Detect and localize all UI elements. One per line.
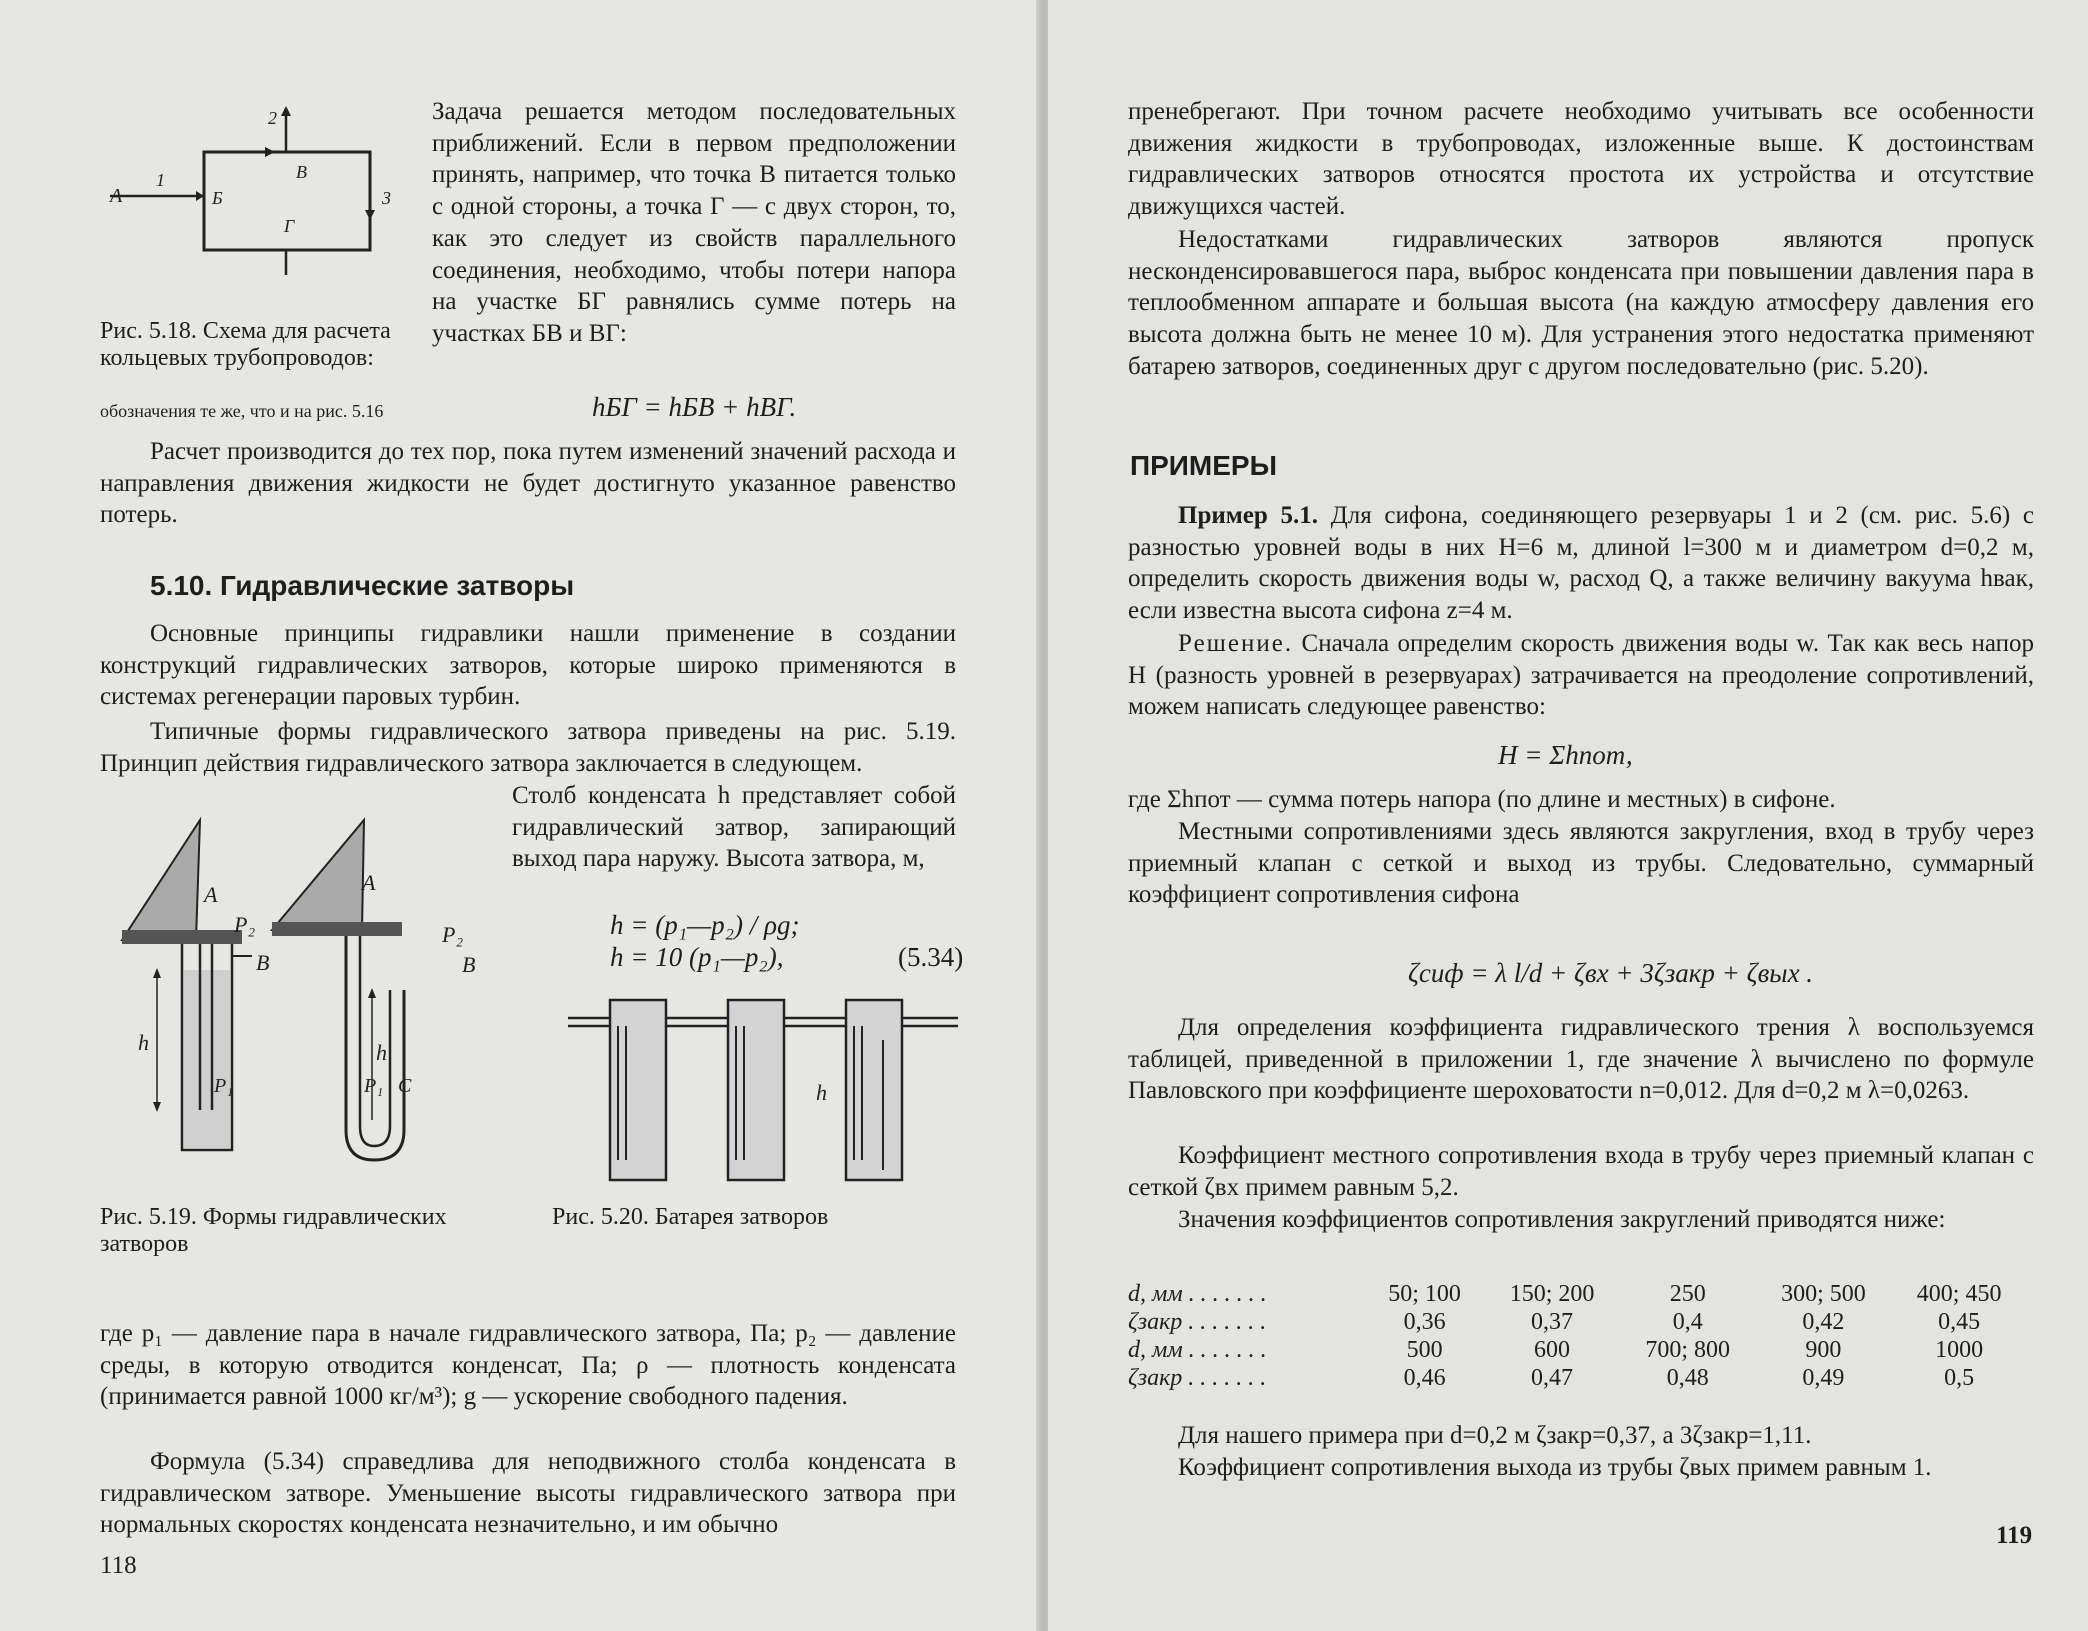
table-cell: 300; 500 <box>1781 1281 1866 1307</box>
example-text: Для сифона, соединяющего резервуары 1 и 2 (см. рис. 5.6) с разностью уровней воды в них H=6 м, длиной l=300 м и диаметром d=0,2 м, определить скорость движения воды w, расход Q, а также величину вакуума hвак, если известна высота сифона z=4 м. <box>1128 502 2034 625</box>
para-top: пренебрегают. При точном расчете необходимо учитывать все особенности движения жидкости в трубопроводах, изложенные выше. К достоинствам гидравлических затворов относятся простота их устройства и отсутствие движущихся частей. <box>1128 98 2034 221</box>
fig519-label-b: В <box>256 950 270 975</box>
para-sum: где Σhпот — сумма потерь напора (по длине и местных) в сифоне. <box>1128 786 1836 813</box>
table-row <box>1128 1280 2034 1308</box>
para-values: Значения коэффициентов сопротивления закруглений приводятся ниже: <box>1178 1206 1946 1233</box>
fig520-label-h: h <box>816 1080 827 1105</box>
para-inlet: Коэффициент местного сопротивления входа в трубу через приемный клапан с сеткой ζвх примем равным 5,2. <box>1128 1142 2034 1201</box>
right-page <box>1048 0 2088 1631</box>
table-cell: 0,45 <box>1938 1309 1981 1335</box>
fig518-label-1: 1 <box>156 170 165 190</box>
solution-label: Решение. <box>1178 630 1294 657</box>
table-cell: d, мм . . . . . . . <box>1128 1281 1267 1307</box>
fig518-label-2: 2 <box>268 108 277 128</box>
fig519-label-h: h <box>138 1030 149 1055</box>
formula-zeta: ζсиф = λ l/d + ζвх + 3ζзакр + ζвых . <box>1408 958 1814 988</box>
formula-h: H = Σhпот, <box>1498 740 1633 770</box>
table-cell: 0,36 <box>1403 1309 1446 1335</box>
figure-5-18 <box>100 100 420 280</box>
figure-5-20 <box>568 990 958 1190</box>
table-cell: 900 <box>1805 1337 1842 1363</box>
fig519-label-h2: h <box>376 1040 387 1065</box>
table-cell: d, мм . . . . . . . <box>1128 1337 1267 1363</box>
left-page <box>0 0 1040 1631</box>
eq-534-a: h = (p₁—p₂) / ρg; <box>610 910 800 940</box>
coefficient-table <box>1128 1280 2034 1392</box>
table-cell: 0,37 <box>1531 1309 1574 1335</box>
solution <box>1128 628 2034 723</box>
fig518-label-a: А <box>110 185 123 207</box>
fig519-label-p1: P₁ <box>214 1075 234 1097</box>
para-drawbacks: Недостатками гидравлических затворов являются пропуск несконденсировавшегося пара, выброс конденсата при повышении давления пара в теплообменном аппарате и большая высота (на каждую атмосферу давления его высота должна быть не менее 10 м). Для устранения этого недостатка применяют батарею затворов, соединенных друг с другом последовательно (рис. 5.20). <box>1128 226 2034 380</box>
fig518-label-v: В <box>296 162 307 182</box>
table-cell: 0,5 <box>1944 1365 1975 1391</box>
fig519-label-a: А <box>204 882 218 907</box>
para-where: где p₁ — давление пара в начале гидравлического затвора, Па; p₂ — давление среды, в которую отводится конденсат, Па; ρ — плотность конденсата (принимается равной 1000 кг/м³); g — ускорение свободного падения. <box>100 1320 956 1411</box>
table-cell: 0,49 <box>1802 1365 1845 1391</box>
table-cell: 700; 800 <box>1645 1337 1731 1363</box>
page-number-left: 118 <box>100 1552 137 1579</box>
para-principles: Основные принципы гидравлики нашли применение в создании конструкций гидравлических затворов, которые широко применяются в системах регенерации паровых турбин. <box>100 620 956 711</box>
figure-5-19 <box>112 810 492 1170</box>
fig518-label-3: 3 <box>382 188 391 208</box>
para-column: Столб конденсата h представляет собой гидравлический затвор, запирающий выход пара наружу. Высота затвора, м, <box>512 782 956 873</box>
table-cell: 0,4 <box>1672 1309 1703 1335</box>
para-calc: Расчет производится до тех пор, пока путем изменений значений расхода и направления движения жидкости не будет достигнуто указанное равенство потерь. <box>100 438 956 529</box>
table-cell: 600 <box>1534 1337 1571 1363</box>
para-forms: Типичные формы гидравлического затвора приведены на рис. 5.19. Принцип действия гидравлического затвора заключается в следующем. <box>100 718 956 777</box>
table-cell: ζзакр . . . . . . . <box>1128 1365 1267 1391</box>
heading-examples: ПРИМЕРЫ <box>1130 450 1278 481</box>
eq-534-b: h = 10 (p₁—p₂), <box>610 942 784 972</box>
table-row <box>1128 1336 2034 1364</box>
section-title: 5.10. Гидравлические затворы <box>150 570 575 601</box>
fig519-label-p2: P₂ <box>234 912 256 937</box>
example-5-1 <box>1128 500 2034 627</box>
para-outlet: Коэффициент сопротивления выхода из трубы ζвых примем равным 1. <box>1178 1454 1932 1481</box>
table-row <box>1128 1364 2034 1392</box>
table-cell: 400; 450 <box>1916 1281 2002 1307</box>
eq-534-number: (5.34) <box>898 942 964 972</box>
table-cell: 50; 100 <box>1388 1281 1461 1307</box>
para-local: Местными сопротивлениями здесь являются закругления, вход в трубу через приемный клапан с сеткой и выход из трубы. Следовательно, суммарный коэффициент сопротивления сифона <box>1128 818 2034 909</box>
fig519-label-b2: В <box>462 952 476 977</box>
fig518-caption-note: обозначения те же, что и на рис. 5.16 <box>100 401 384 421</box>
page-number-right: 119 <box>1996 1522 2033 1549</box>
fig518-label-g: Г <box>284 216 295 236</box>
table-cell: 500 <box>1406 1337 1443 1363</box>
table-cell: 150; 200 <box>1509 1281 1595 1307</box>
table-cell: 0,47 <box>1531 1365 1574 1391</box>
para-lambda: Для определения коэффициента гидравлического трения λ воспользуемся таблицей, приведенной в приложении 1, где значение λ вычислено по формуле Павловского при коэффициенте шероховатости n=0,012. Для d=0,2 м λ=0,0263. <box>1128 1014 2034 1105</box>
fig519-label-p2-2: P₂ <box>442 922 464 947</box>
table-cell: 0,46 <box>1403 1365 1446 1391</box>
fig519-label-c: С <box>398 1075 412 1097</box>
fig518-caption: Рис. 5.18. Схема для расчета кольцевых трубопроводов: <box>100 318 391 371</box>
para-example: Для нашего примера при d=0,2 м ζзакр=0,37, а 3ζзакр=1,11. <box>1178 1422 1812 1449</box>
table-cell: ζзакр . . . . . . . <box>1128 1309 1267 1335</box>
table-cell: 0,42 <box>1802 1309 1845 1335</box>
fig518-label-b: Б <box>212 188 223 208</box>
fig520-caption: Рис. 5.20. Батарея затворов <box>552 1204 829 1230</box>
task-text: Задача решается методом последовательных приближений. Если в первом предположении принять, например, что точка В питается только с одной стороны, а точка Г — с двух сторон, то, как это следует из свойств параллельного соединения, необходимо, чтобы потери напора на участке БГ равнялись сумме потерь на участках БВ и ВГ: <box>432 98 956 347</box>
para-formula: Формула (5.34) справедлива для неподвижного столба конденсата в гидравлическом затворе. Уменьшение высоты гидравлического затвора при нормальных скоростях конденсата незначительно, и им обычно <box>100 1448 956 1539</box>
table-cell: 250 <box>1669 1281 1706 1307</box>
table-cell: 1000 <box>1935 1337 1984 1363</box>
fig519-caption: Рис. 5.19. Формы гидравлических затворов <box>100 1204 447 1257</box>
fig519-label-p1-2: P₁ <box>364 1075 384 1097</box>
example-label: Пример 5.1. <box>1178 502 1318 529</box>
solution-text: Сначала определим скорость движения воды w. Так как весь напор H (разность уровней в резервуарах) затрачивается на преодоление сопротивлений, можем написать следующее равенство: <box>1128 630 2035 721</box>
table-cell: 0,48 <box>1666 1365 1709 1391</box>
loss-formula: hБГ = hБВ + hВГ. <box>592 392 797 422</box>
table-row <box>1128 1308 2034 1336</box>
fig519-label-a2: А <box>362 870 376 895</box>
